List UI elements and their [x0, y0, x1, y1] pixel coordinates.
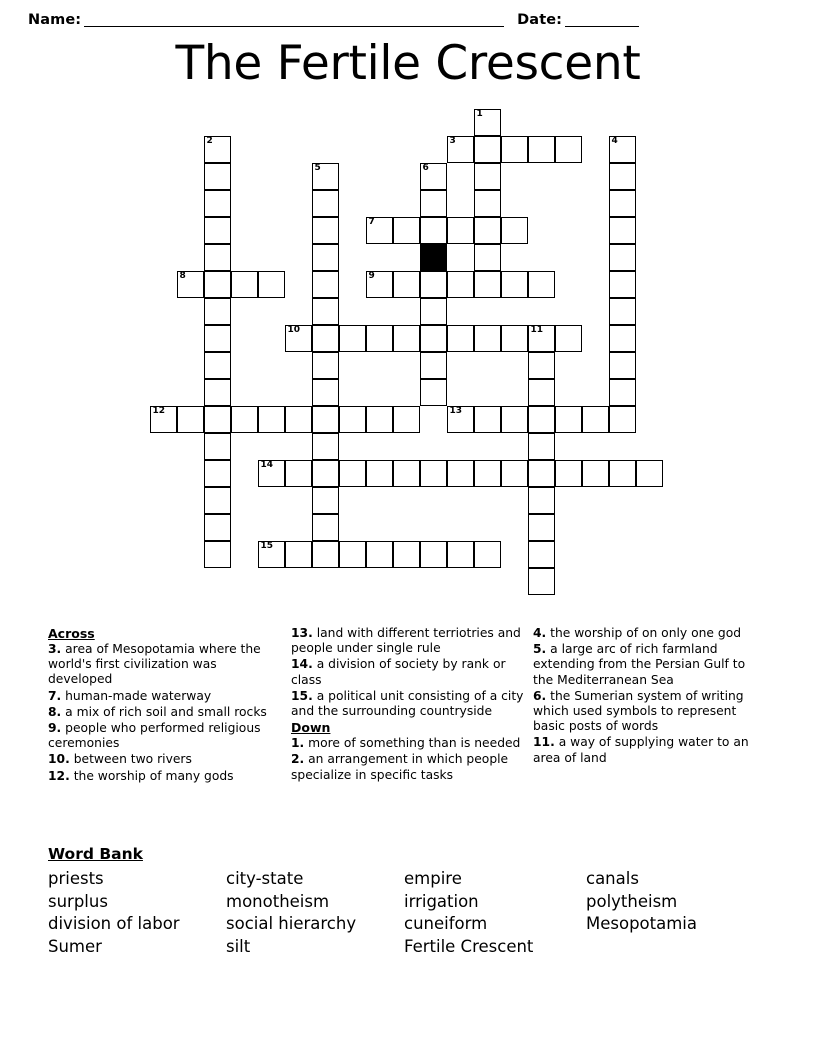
crossword-cell[interactable] — [204, 406, 231, 433]
crossword-cell[interactable] — [285, 541, 312, 568]
cell-number: 15 — [260, 541, 274, 551]
clue-item — [291, 689, 526, 719]
clue-text: a division of society by rank or class — [291, 657, 506, 687]
crossword-cell[interactable] — [447, 271, 474, 298]
word-bank-item: city-state — [226, 869, 304, 888]
crossword-cell[interactable] — [393, 271, 420, 298]
word-bank-item: Sumer — [48, 936, 102, 956]
clue-number: 6. — [533, 688, 547, 703]
crossword-cell[interactable] — [447, 136, 474, 163]
word-bank-item: canals — [586, 869, 639, 888]
crossword-cell[interactable] — [258, 460, 285, 487]
word-bank-item: surplus — [48, 891, 108, 911]
name-label: Name: — [28, 12, 82, 28]
cell-number: 6 — [422, 163, 429, 173]
crossword-cell[interactable] — [447, 460, 474, 487]
cell-number: 14 — [260, 460, 274, 470]
crossword-cell[interactable] — [312, 298, 339, 325]
clue-number: 7. — [48, 688, 62, 703]
crossword-cell[interactable] — [204, 190, 231, 217]
crossword-cell[interactable] — [501, 406, 528, 433]
word-bank-item: social hierarchy — [226, 914, 357, 933]
word-bank-item: monotheism — [226, 891, 330, 911]
crossword-cell[interactable] — [393, 460, 420, 487]
crossword-cell[interactable] — [204, 379, 231, 406]
crossword-cell[interactable] — [312, 541, 339, 568]
clue-number: 13. — [291, 626, 313, 640]
cell-number: 8 — [179, 271, 186, 281]
down-heading: Down — [291, 720, 331, 736]
crossword-cell[interactable] — [204, 298, 231, 325]
crossword-cell[interactable] — [528, 433, 555, 460]
crossword-cell[interactable] — [447, 217, 474, 244]
clue-item — [48, 721, 280, 751]
crossword-cell[interactable] — [204, 163, 231, 190]
crossword-cell[interactable] — [474, 406, 501, 433]
crossword-cell[interactable] — [420, 217, 447, 244]
clue-number: 10. — [48, 752, 70, 767]
crossword-cell[interactable] — [231, 406, 258, 433]
crossword-cell[interactable] — [312, 433, 339, 460]
clue-number: 9. — [48, 721, 62, 736]
word-bank — [48, 845, 788, 958]
crossword-cell[interactable] — [366, 325, 393, 352]
clue-text: a political unit consisting of a city and the surrounding countryside — [291, 688, 524, 719]
crossword-cell[interactable] — [204, 244, 231, 271]
crossword-cell[interactable] — [609, 244, 636, 271]
clue-text: human-made waterway — [61, 688, 212, 703]
clue-number: 8. — [48, 704, 62, 719]
clue-item — [48, 642, 280, 688]
crossword-cell[interactable] — [204, 514, 231, 541]
word-bank-item: irrigation — [404, 891, 479, 911]
crossword-cell[interactable] — [204, 541, 231, 568]
clue-item — [291, 752, 526, 782]
word-bank-item: empire — [404, 869, 462, 888]
crossword-cell[interactable] — [366, 541, 393, 568]
crossword-cell[interactable] — [528, 271, 555, 298]
cell-number: 10 — [287, 325, 301, 335]
clue-text: area of Mesopotamia where the world's first civilization was developed — [48, 642, 261, 687]
clue-number: 5. — [533, 642, 547, 657]
crossword-cell[interactable] — [393, 406, 420, 433]
crossword-cell[interactable] — [609, 460, 636, 487]
clue-item — [48, 769, 280, 784]
crossword-cell[interactable] — [312, 217, 339, 244]
crossword-cell[interactable] — [501, 217, 528, 244]
crossword-cell[interactable] — [501, 136, 528, 163]
crossword-cell[interactable] — [474, 163, 501, 190]
cell-number: 7 — [368, 217, 375, 227]
crossword-cell[interactable] — [447, 541, 474, 568]
word-bank-list — [48, 868, 788, 958]
crossword-cell[interactable] — [258, 406, 285, 433]
crossword-cell[interactable] — [528, 460, 555, 487]
crossword-cell[interactable] — [474, 136, 501, 163]
clue-number: 11. — [533, 735, 555, 750]
crossword-cell[interactable] — [420, 325, 447, 352]
cell-number: 3 — [449, 136, 456, 146]
crossword-cell[interactable] — [474, 325, 501, 352]
crossword-cell[interactable] — [474, 271, 501, 298]
clue-text: the worship of on only one god — [546, 626, 742, 640]
crossword-cell[interactable] — [501, 271, 528, 298]
cell-number: 2 — [206, 136, 213, 146]
crossword-cell[interactable] — [204, 433, 231, 460]
crossword-cell[interactable] — [528, 352, 555, 379]
crossword-cell[interactable] — [609, 271, 636, 298]
crossword-cell[interactable] — [447, 325, 474, 352]
crossword-cell[interactable] — [528, 379, 555, 406]
clue-text: the worship of many gods — [69, 768, 234, 783]
crossword-cell[interactable] — [609, 352, 636, 379]
word-bank-item: priests — [48, 869, 104, 888]
crossword-cell[interactable] — [366, 217, 393, 244]
crossword-cell[interactable] — [609, 406, 636, 433]
crossword-cell[interactable] — [312, 190, 339, 217]
crossword-cell[interactable] — [339, 406, 366, 433]
crossword-cell[interactable] — [339, 541, 366, 568]
cell-number: 12 — [152, 406, 166, 416]
date-label: Date: — [517, 12, 563, 28]
crossword-cell[interactable] — [204, 136, 231, 163]
clue-column-3 — [533, 626, 763, 767]
clue-item — [48, 689, 280, 704]
cell-number: 11 — [530, 325, 544, 335]
crossword-cell[interactable] — [312, 487, 339, 514]
word-bank-title: Word Bank — [48, 845, 143, 863]
crossword-cell[interactable] — [555, 136, 582, 163]
crossword-cell[interactable] — [555, 406, 582, 433]
crossword-cell[interactable] — [636, 460, 663, 487]
crossword-cell[interactable] — [312, 352, 339, 379]
clue-column-1 — [48, 626, 280, 785]
word-bank-item: Mesopotamia — [586, 914, 697, 933]
clue-item — [48, 752, 280, 767]
crossword-cell[interactable] — [528, 568, 555, 595]
crossword-cell[interactable] — [609, 163, 636, 190]
crossword-cell[interactable] — [312, 460, 339, 487]
crossword-cell[interactable] — [312, 244, 339, 271]
crossword-cell[interactable] — [609, 190, 636, 217]
clue-text: an arrangement in which people specialize in specific tasks — [291, 752, 509, 782]
crossword-cell[interactable] — [528, 325, 555, 352]
crossword-cell[interactable] — [609, 325, 636, 352]
word-bank-item: cuneiform — [404, 914, 488, 933]
clue-text: people who performed religious ceremonies — [48, 721, 261, 751]
crossword-cell[interactable] — [312, 163, 339, 190]
crossword-cell[interactable] — [474, 190, 501, 217]
clue-number: 14. — [291, 657, 313, 672]
crossword-cell[interactable] — [420, 190, 447, 217]
crossword-cell[interactable] — [474, 109, 501, 136]
crossword-cell[interactable] — [447, 406, 474, 433]
crossword-cell[interactable] — [609, 298, 636, 325]
crossword-cell[interactable] — [528, 136, 555, 163]
clue-text: a mix of rich soil and small rocks — [61, 704, 267, 719]
crossword-cell[interactable] — [420, 460, 447, 487]
crossword-cell[interactable] — [285, 406, 312, 433]
crossword-cell[interactable] — [312, 325, 339, 352]
crossword-cell[interactable] — [393, 541, 420, 568]
clue-number: 1. — [291, 736, 305, 751]
crossword-cell[interactable] — [312, 406, 339, 433]
crossword-cell[interactable] — [474, 460, 501, 487]
crossword-cell[interactable] — [501, 325, 528, 352]
crossword-cell[interactable] — [393, 217, 420, 244]
crossword-cell[interactable] — [339, 325, 366, 352]
clue-item — [533, 689, 763, 735]
crossword-cell[interactable] — [285, 460, 312, 487]
word-bank-item: Fertile Crescent — [404, 936, 534, 956]
crossword-cell[interactable] — [177, 271, 204, 298]
crossword-cell[interactable] — [204, 352, 231, 379]
clue-item — [533, 626, 763, 641]
crossword-cell[interactable] — [528, 541, 555, 568]
clue-item — [291, 657, 526, 687]
crossword-cell[interactable] — [420, 541, 447, 568]
clue-text: land with different terriotries and people under single rule — [291, 626, 521, 656]
crossword-cell[interactable] — [366, 460, 393, 487]
crossword-cell[interactable] — [528, 514, 555, 541]
crossword-cell[interactable] — [258, 541, 285, 568]
cell-number: 5 — [314, 163, 321, 173]
crossword-cell[interactable] — [312, 514, 339, 541]
clue-text: a way of supplying water to an area of land — [533, 735, 749, 765]
crossword-cell[interactable] — [555, 325, 582, 352]
crossword-cell[interactable] — [420, 163, 447, 190]
cell-number: 13 — [449, 406, 463, 416]
clue-number: 4. — [533, 626, 547, 640]
word-bank-item: silt — [226, 936, 251, 956]
crossword-cell[interactable] — [204, 460, 231, 487]
crossword-cell[interactable] — [285, 325, 312, 352]
crossword-cell[interactable] — [474, 217, 501, 244]
crossword-cell[interactable] — [366, 406, 393, 433]
cell-number: 1 — [476, 109, 483, 119]
crossword-cell[interactable] — [420, 379, 447, 406]
clue-text: the Sumerian system of writing which used symbols to represent basic posts of words — [533, 688, 744, 734]
crossword-cell[interactable] — [204, 271, 231, 298]
clue-item — [533, 642, 763, 688]
clue-text: between two rivers — [69, 752, 192, 767]
crossword-cell[interactable] — [609, 217, 636, 244]
crossword-cell[interactable] — [420, 352, 447, 379]
clue-number: 15. — [291, 688, 313, 703]
crossword-cell[interactable] — [474, 244, 501, 271]
crossword-cell[interactable] — [582, 460, 609, 487]
crossword-cell[interactable] — [474, 541, 501, 568]
clue-item — [291, 736, 526, 751]
crossword-cell[interactable] — [204, 325, 231, 352]
clue-item — [48, 705, 280, 720]
crossword-cell[interactable] — [420, 298, 447, 325]
clue-number: 12. — [48, 768, 70, 783]
cell-number: 9 — [368, 271, 375, 281]
clue-text: a large arc of rich farmland extending from the Persian Gulf to the Mediterranean Sea — [533, 642, 746, 687]
blocked-cell — [420, 244, 447, 271]
crossword-cell[interactable] — [204, 487, 231, 514]
crossword-cell[interactable] — [582, 406, 609, 433]
crossword-cell[interactable] — [609, 379, 636, 406]
crossword-cell[interactable] — [420, 271, 447, 298]
crossword-cell[interactable] — [231, 271, 258, 298]
clue-item — [533, 735, 763, 765]
clues-section — [0, 626, 816, 841]
crossword-cell[interactable] — [312, 379, 339, 406]
clue-number: 3. — [48, 642, 62, 656]
crossword-cell[interactable] — [204, 217, 231, 244]
crossword-cell[interactable] — [177, 406, 204, 433]
crossword-cell[interactable] — [366, 271, 393, 298]
word-bank-item: polytheism — [586, 891, 678, 911]
clue-column-2 — [291, 626, 526, 784]
crossword-cell[interactable] — [555, 460, 582, 487]
clue-item — [291, 626, 526, 656]
clue-number: 2. — [291, 752, 305, 767]
cell-number: 4 — [611, 136, 618, 146]
page-title: The Fertile Crescent — [175, 36, 641, 91]
crossword-cell[interactable] — [528, 406, 555, 433]
crossword-cell[interactable] — [501, 460, 528, 487]
across-heading: Across — [48, 626, 95, 641]
clue-text: more of something than is needed — [304, 736, 521, 751]
crossword-cell[interactable] — [258, 271, 285, 298]
crossword-cell[interactable] — [609, 136, 636, 163]
crossword-cell[interactable] — [528, 487, 555, 514]
word-bank-item: division of labor — [48, 914, 180, 933]
crossword-cell[interactable] — [150, 406, 177, 433]
crossword-cell[interactable] — [393, 325, 420, 352]
crossword-cell[interactable] — [312, 271, 339, 298]
crossword-cell[interactable] — [339, 460, 366, 487]
